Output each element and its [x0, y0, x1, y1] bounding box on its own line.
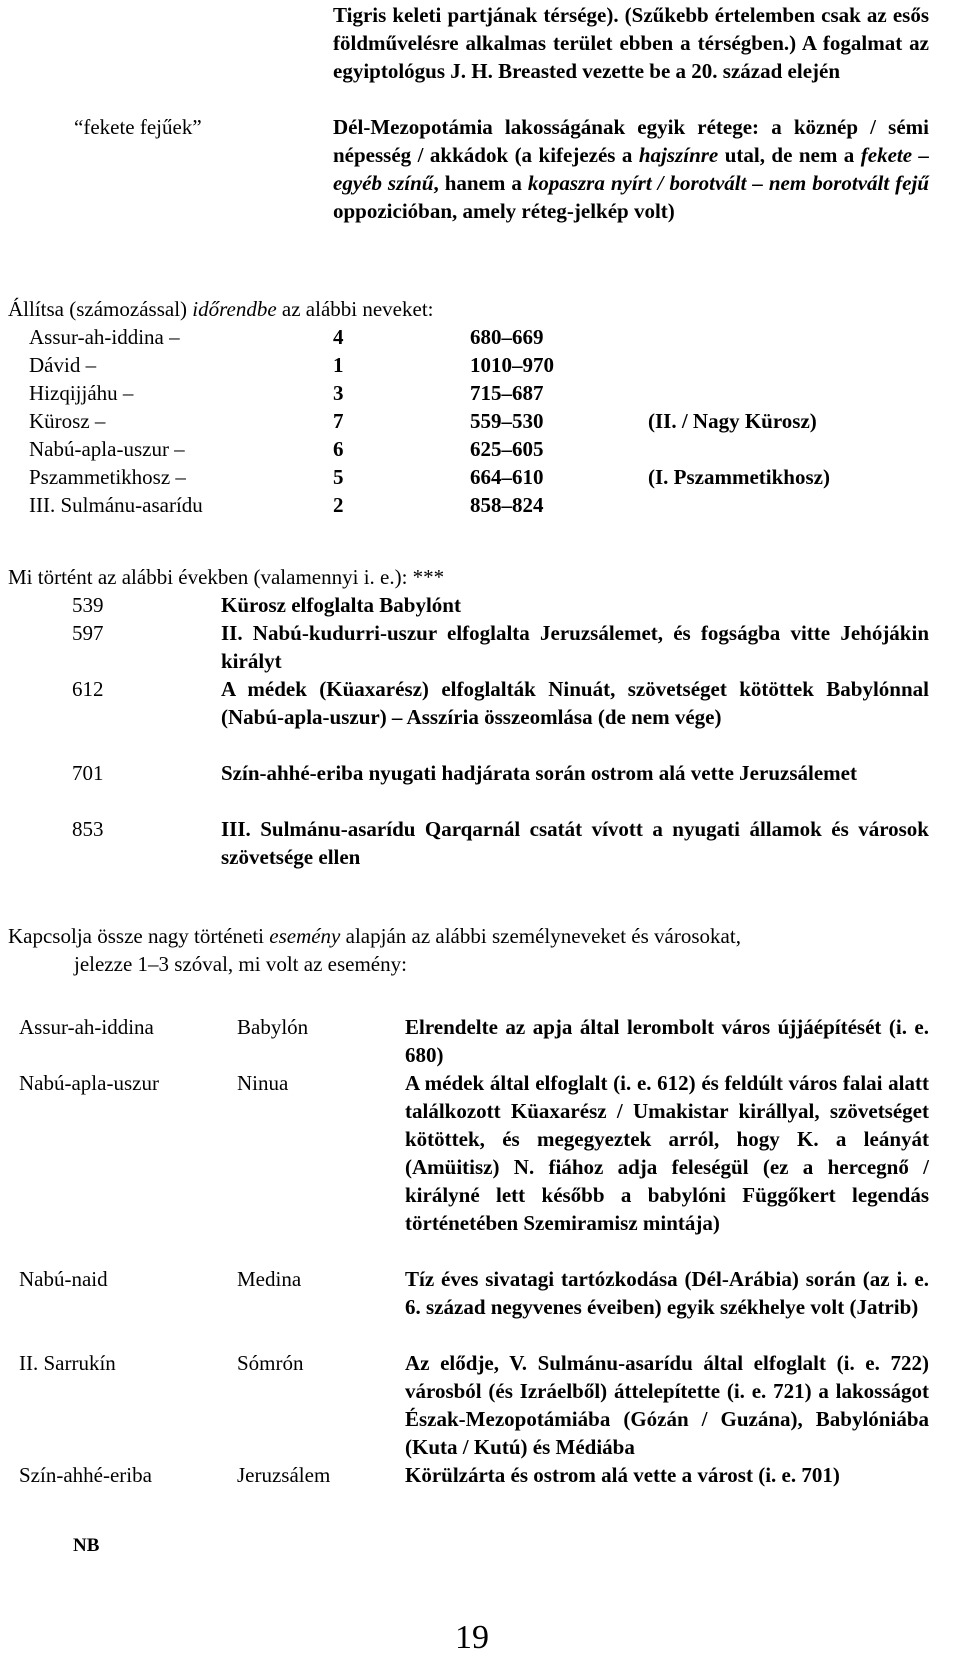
- event-description: Elrendelte az apja által lerombolt város újjáépítését (i. e. 680): [405, 1015, 929, 1067]
- events-instruction: Mi történt az alábbi években (valamennyi i. e.): ***: [8, 565, 445, 589]
- person-name: Nabú-naid: [19, 1267, 108, 1291]
- event-year: 701: [72, 761, 104, 785]
- definition-text: Dél-Mezopotámia lakosságának egyik rétege: a köznép / sémi népesség / akkádok (a kifejezés a: [333, 115, 929, 167]
- reign-dates: 680–669: [470, 325, 544, 349]
- ruler-name: Nabú-apla-uszur –: [29, 437, 185, 461]
- event-year: 612: [72, 677, 104, 701]
- ruler-name: Hizqijjáhu –: [29, 381, 134, 405]
- event-description: Körülzárta és ostrom alá vette a várost (i. e. 701): [405, 1463, 840, 1487]
- instruction-text: alapján az alábbi személyneveket és városokat,: [340, 924, 741, 948]
- ruler-name: Pszammetikhosz –: [29, 465, 186, 489]
- definition-text: oppozicióban, amely réteg-jelkép volt): [333, 199, 675, 223]
- event-description: Az elődje, V. Sulmánu-asarídu által elfoglalt (i. e. 722) városból (és Izráelből) áttelepítette (i. e. 721) a lakosságot Észak-Mezopotámiába (Gózán / Guzána), Babylóniába (Kuta / Kutú) és Médiába: [405, 1351, 929, 1459]
- term-definition: [333, 113, 929, 225]
- definition-text: , hanem a: [433, 171, 528, 195]
- reign-dates: 664–610: [470, 465, 544, 489]
- term-label: fekete fejűek: [83, 115, 193, 139]
- city-name: Babylón: [237, 1015, 309, 1039]
- order-number: 1: [333, 353, 344, 377]
- event-year: 539: [72, 593, 104, 617]
- event-text: III. Sulmánu-asarídu Qarqarnál csatát vívott a nyugati államok és városok szövetsége ellen: [221, 817, 929, 869]
- city-name: Ninua: [237, 1071, 289, 1095]
- chronology-instruction: [8, 295, 434, 323]
- event-text: II. Nabú-kudurri-uszur elfoglalta Jeruzsálemet, és fogságba vitte Jehójákin királyt: [221, 621, 929, 673]
- reign-dates: 559–530: [470, 409, 544, 433]
- city-name: Jeruzsálem: [237, 1463, 331, 1487]
- order-number: 7: [333, 409, 344, 433]
- ruler-note: (II. / Nagy Kürosz): [648, 409, 817, 433]
- person-name: Szín-ahhé-eriba: [19, 1463, 152, 1487]
- event-year: 853: [72, 817, 104, 841]
- event-description: Tíz éves sivatagi tartózkodása (Dél-Arábia) során (az i. e. 6. század negyvenes éveiben) egyik székhelye volt (Jatrib): [405, 1267, 929, 1319]
- term-fekete-fejuek: “fekete fejűek”: [74, 115, 202, 139]
- city-name: Sómrón: [237, 1351, 304, 1375]
- instruction-text: Állítsa (számozással): [8, 297, 193, 321]
- definition-text: utal, de nem a: [718, 143, 861, 167]
- reign-dates: 625–605: [470, 437, 544, 461]
- person-name: Nabú-apla-uszur: [19, 1071, 159, 1095]
- order-number: 6: [333, 437, 344, 461]
- nb-note: NB: [73, 1535, 100, 1556]
- city-name: Medina: [237, 1267, 302, 1291]
- order-number: 3: [333, 381, 344, 405]
- person-name: Assur-ah-iddina: [19, 1015, 154, 1039]
- instruction-italic: időrendbe: [192, 297, 277, 321]
- reign-dates: 858–824: [470, 493, 544, 517]
- order-number: 4: [333, 325, 344, 349]
- instruction-text: Kapcsolja össze nagy történeti: [8, 924, 270, 948]
- connect-instruction: [8, 922, 928, 978]
- definition-italic: kopaszra nyírt / borotvált – nem borotvált fejű: [527, 171, 929, 195]
- reign-dates: 715–687: [470, 381, 544, 405]
- page-number: 19: [455, 1619, 489, 1656]
- definition-italic: fekete – egyéb színű: [333, 143, 930, 195]
- event-text: Szín-ahhé-eriba nyugati hadjárata során ostrom alá vette Jeruzsálemet: [221, 761, 857, 785]
- ruler-note: (I. Pszammetikhosz): [648, 465, 830, 489]
- previous-definition-continuation: Tigris keleti partjának térsége). (Szűkebb értelemben csak az esős földművelésre alkalmas terület ebben a térségben.) A fogalmat az egyiptológus J. H. Breasted vezette be a 20. század elején: [333, 3, 929, 83]
- order-number: 2: [333, 493, 344, 517]
- instruction-text: az alábbi neveket:: [276, 297, 434, 321]
- event-text: Kürosz elfoglalta Babylónt: [221, 593, 461, 617]
- event-text: A médek (Küaxarész) elfoglalták Ninuát, szövetséget kötöttek Babylónnal (Nabú-apla-uszur) – Asszíria összeomlása (de nem vége): [221, 677, 929, 729]
- event-year: 597: [72, 621, 104, 645]
- ruler-name: III. Sulmánu-asarídu: [29, 493, 203, 517]
- instruction-italic: esemény: [269, 924, 341, 948]
- event-description: A médek által elfoglalt (i. e. 612) és feldúlt város falai alatt találkozott Küaxarész / Umakistar királlyal, szövetséget kötöttek, és megegyeztek arról, hogy K. a leányát (Amüitisz) N. fiához adja feleségül (ez a hercegnő / királyné lett később a babylóni Függőkert legendás történetében Szemiramisz mintája): [405, 1071, 929, 1235]
- order-number: 5: [333, 465, 344, 489]
- definition-italic: hajszínre: [638, 143, 719, 167]
- person-name: II. Sarrukín: [19, 1351, 116, 1375]
- ruler-name: Kürosz –: [29, 409, 106, 433]
- instruction-text: jelezze 1–3 szóval, mi volt az esemény:: [74, 952, 407, 976]
- reign-dates: 1010–970: [470, 353, 554, 377]
- ruler-name: Dávid –: [29, 353, 97, 377]
- ruler-name: Assur-ah-iddina –: [29, 325, 180, 349]
